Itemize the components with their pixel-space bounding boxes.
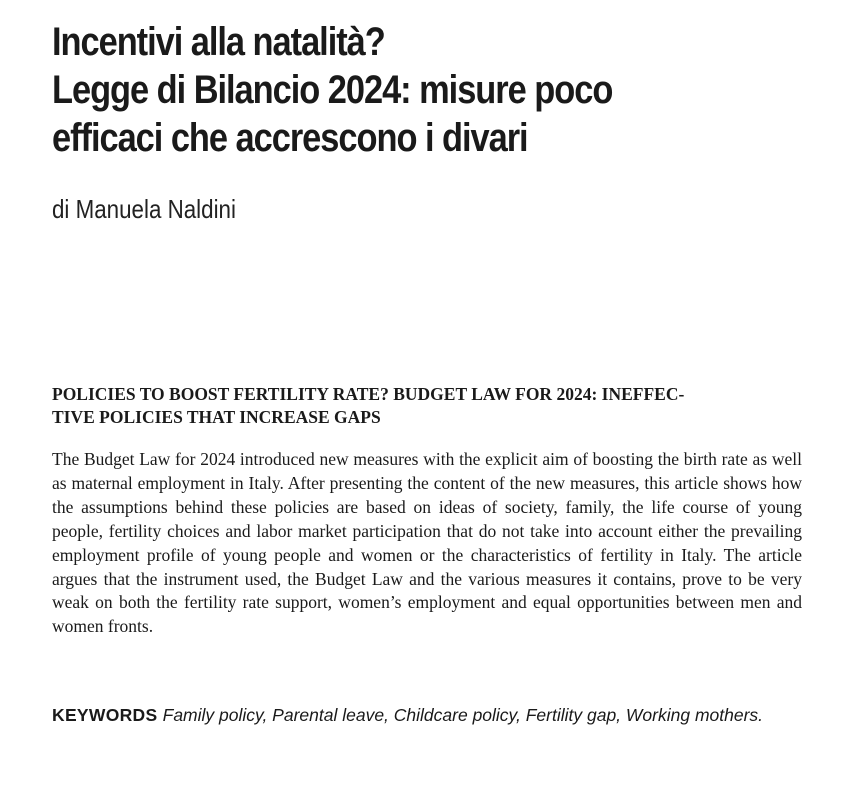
keywords-label: KEYWORDS [52,705,163,725]
title-line-1: Incentivi alla natalità? [52,20,385,64]
article-author: di Manuela Naldini [52,194,236,224]
title-line-2: Legge di Bilancio 2024: misure poco [52,68,613,112]
abstract-heading-line-1: POLICIES TO BOOST FERTILITY RATE? BUDGET LAW FOR 2024: INEFFEC- [52,384,685,404]
keywords-list: Family policy, Parental leave, Childcare policy, Fertility gap, Working mothers. [162,705,764,725]
abstract-body: The Budget Law for 2024 introduced new measures with the explicit aim of boosting the birth rate as well as maternal employment in Italy. After presenting the content of the new measures, this article shows how the assumptions behind these policies are based on ideas of society, family, the life course of young people, fertility choices and labor market participation that do not take into account either the prevailing employment profile of young people and women or the characteristics of fertility in Italy. The article argues that the instrument used, the Budget Law and the various measures it contains, prove to be very weak on both the fertility rate support, women’s employment and equal opportunities between men and women fronts. [52,449,802,637]
title-line-3: efficaci che accrescono i divari [52,116,528,160]
abstract-heading-line-2: TIVE POLICIES THAT INCREASE GAPS [52,407,381,427]
keywords [52,702,802,728]
article-title [52,18,832,162]
abstract-heading [52,383,802,429]
